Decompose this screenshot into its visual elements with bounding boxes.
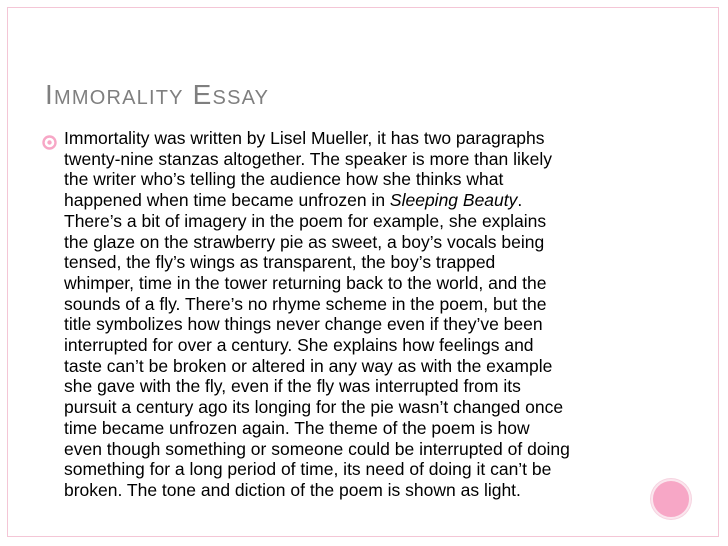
essay-line: pursuit a century ago its longing for the pie wasn’t changed once xyxy=(64,397,564,418)
essay-line: interrupted for over a century. She explains how feelings and xyxy=(64,335,534,356)
essay-line: broken. The tone and diction of the poem is shown as light. xyxy=(64,479,521,500)
essay-line: Immortality was written by Lisel Mueller, it has two paragraphs xyxy=(64,128,545,148)
essay-line: something for a long period of time, its need of doing it can’t be xyxy=(64,459,552,480)
essay-line xyxy=(64,190,692,211)
essay-line: time became unfrozen again. The theme of the poem is how xyxy=(64,417,530,438)
essay-line: sounds of a fly. There’s no rhyme scheme in the poem, but the xyxy=(64,293,547,314)
slide-title: Immorality Essay xyxy=(45,79,270,110)
circle-bullet-icon xyxy=(41,134,58,151)
essay-line: title symbolizes how things never change even if they’ve been xyxy=(64,314,543,335)
decorative-circle xyxy=(651,479,691,519)
essay-text: . xyxy=(517,190,523,211)
essay-line: the glaze on the strawberry pie as sweet, a boy’s vocals being xyxy=(64,231,545,252)
essay-line: even though something or someone could be interrupted of doing xyxy=(64,438,570,459)
essay-line: twenty-nine stanzas altogether. The speaker is more than likely xyxy=(64,148,552,169)
essay-line: whimper, time in the tower returning back to the world, and the xyxy=(64,272,547,293)
essay-line: she gave with the fly, even if the fly was interrupted from its xyxy=(64,376,521,397)
essay-line: There’s a bit of imagery in the poem for example, she explains xyxy=(64,210,547,231)
essay-line: tensed, the fly’s wings as transparent, the boy’s trapped xyxy=(64,252,496,273)
essay-line: taste can’t be broken or altered in any way as with the example xyxy=(64,355,553,376)
essay-paragraph xyxy=(64,128,692,501)
essay-line: the writer who’s telling the audience how she thinks what xyxy=(64,169,504,190)
emphasized-title: Sleeping Beauty xyxy=(389,190,518,211)
essay-text: happened when time became unfrozen in xyxy=(64,190,390,211)
